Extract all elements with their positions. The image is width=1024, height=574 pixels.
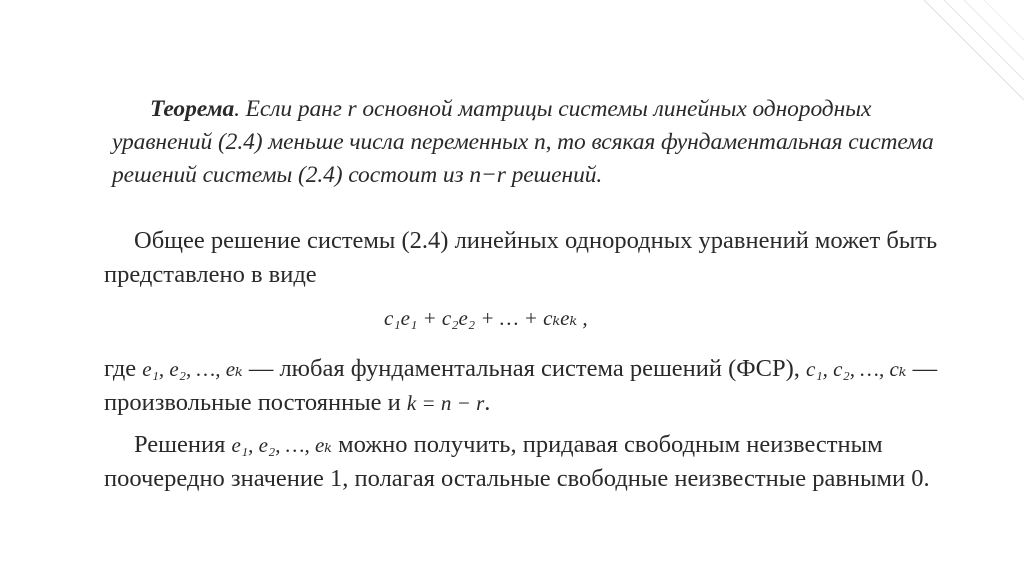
- p3-lead: Решения: [134, 431, 232, 458]
- paragraph-obtaining-solutions: [104, 428, 944, 496]
- p2-relation: k = n − r: [406, 391, 485, 415]
- theorem-block: [112, 93, 942, 192]
- paragraph-fsr-definition: [104, 352, 944, 420]
- paragraph-general-solution: Общее решение системы (2.4) линейных однородных уравнений может быть представлено в виде: [104, 227, 938, 288]
- p2-constants: c₁, c₂, …, cₖ: [806, 357, 907, 381]
- p3-tail: можно получить, придавая свободным неизвестным поочередно значение 1, полагая остальные свободные неизвестные равными 0.: [104, 431, 930, 492]
- p2-lead: где: [104, 355, 143, 382]
- p2-tail: — произвольные постоянные и: [104, 355, 938, 416]
- formula-general-solution: c₁e₁ + c₂e₂ + … + cₖeₖ ,: [384, 306, 588, 330]
- p2-middle: — любая фундаментальная система решений (ФСР),: [242, 355, 807, 382]
- p2-vectors: e₁, e₂, …, eₖ: [142, 357, 243, 381]
- theorem-label: Теорема: [150, 96, 235, 122]
- p2-end: .: [484, 389, 491, 416]
- theorem-text: . Если ранг r основной матрицы системы линейных однородных уравнений (2.4) меньше числа переменных n, то всякая фундаментальная система решений системы (2.4) состоит из n−r решений.: [112, 96, 934, 188]
- p3-vectors: e₁, e₂, …, eₖ: [231, 433, 332, 457]
